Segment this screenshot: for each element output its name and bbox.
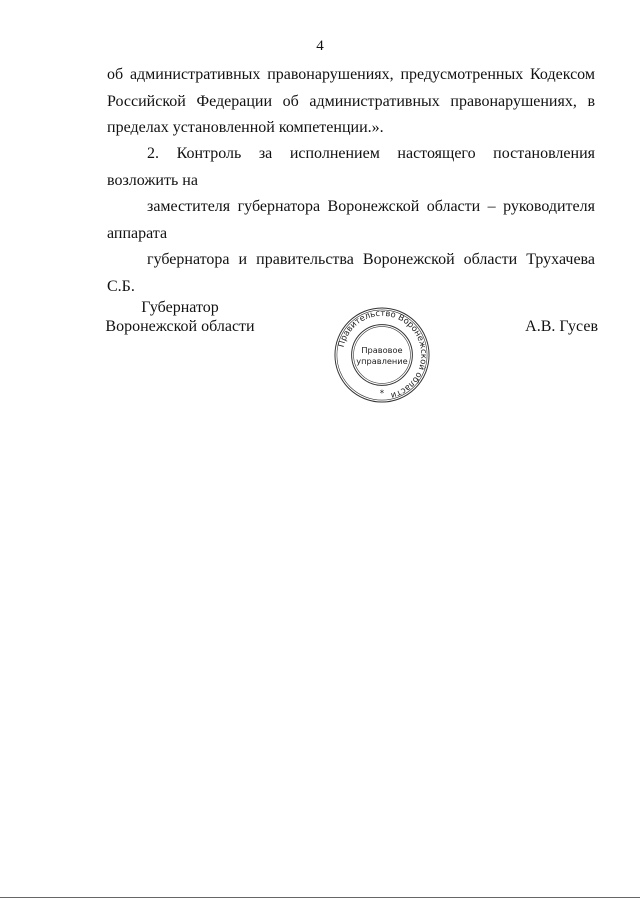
page-number: 4 <box>316 38 324 54</box>
paragraph-2-line-2: заместителя губернатора Воронежской области – руководителя аппарата <box>107 198 595 242</box>
signatory-name: А.В. Гусев <box>525 318 598 335</box>
signatory-title-line-2: Воронежской области <box>105 318 255 335</box>
seal-inner-line-2: управление <box>356 355 408 366</box>
paragraph-2-line-3: губернатора и правительства Воронежской области Трухачева С.Б. <box>107 251 595 295</box>
paragraph-2-line-1: 2. Контроль за исполнением настоящего постановления возложить на <box>107 145 595 189</box>
page-bottom-rule <box>0 897 640 898</box>
seal-outer-text: Правительство Воронежской области <box>335 307 430 402</box>
signatory-title-line-1: Губернатор <box>141 299 219 316</box>
signatory-title <box>100 298 260 336</box>
official-seal <box>333 306 431 404</box>
seal-star: * <box>379 389 385 400</box>
paragraph-2 <box>107 141 595 300</box>
seal-inner-line-1: Правовое <box>361 345 403 356</box>
paragraph-1: об административных правонарушениях, предусмотренных Кодексом Российской Федерации об административных правонарушениях, в пределах установленной компетенции.». <box>107 66 595 136</box>
